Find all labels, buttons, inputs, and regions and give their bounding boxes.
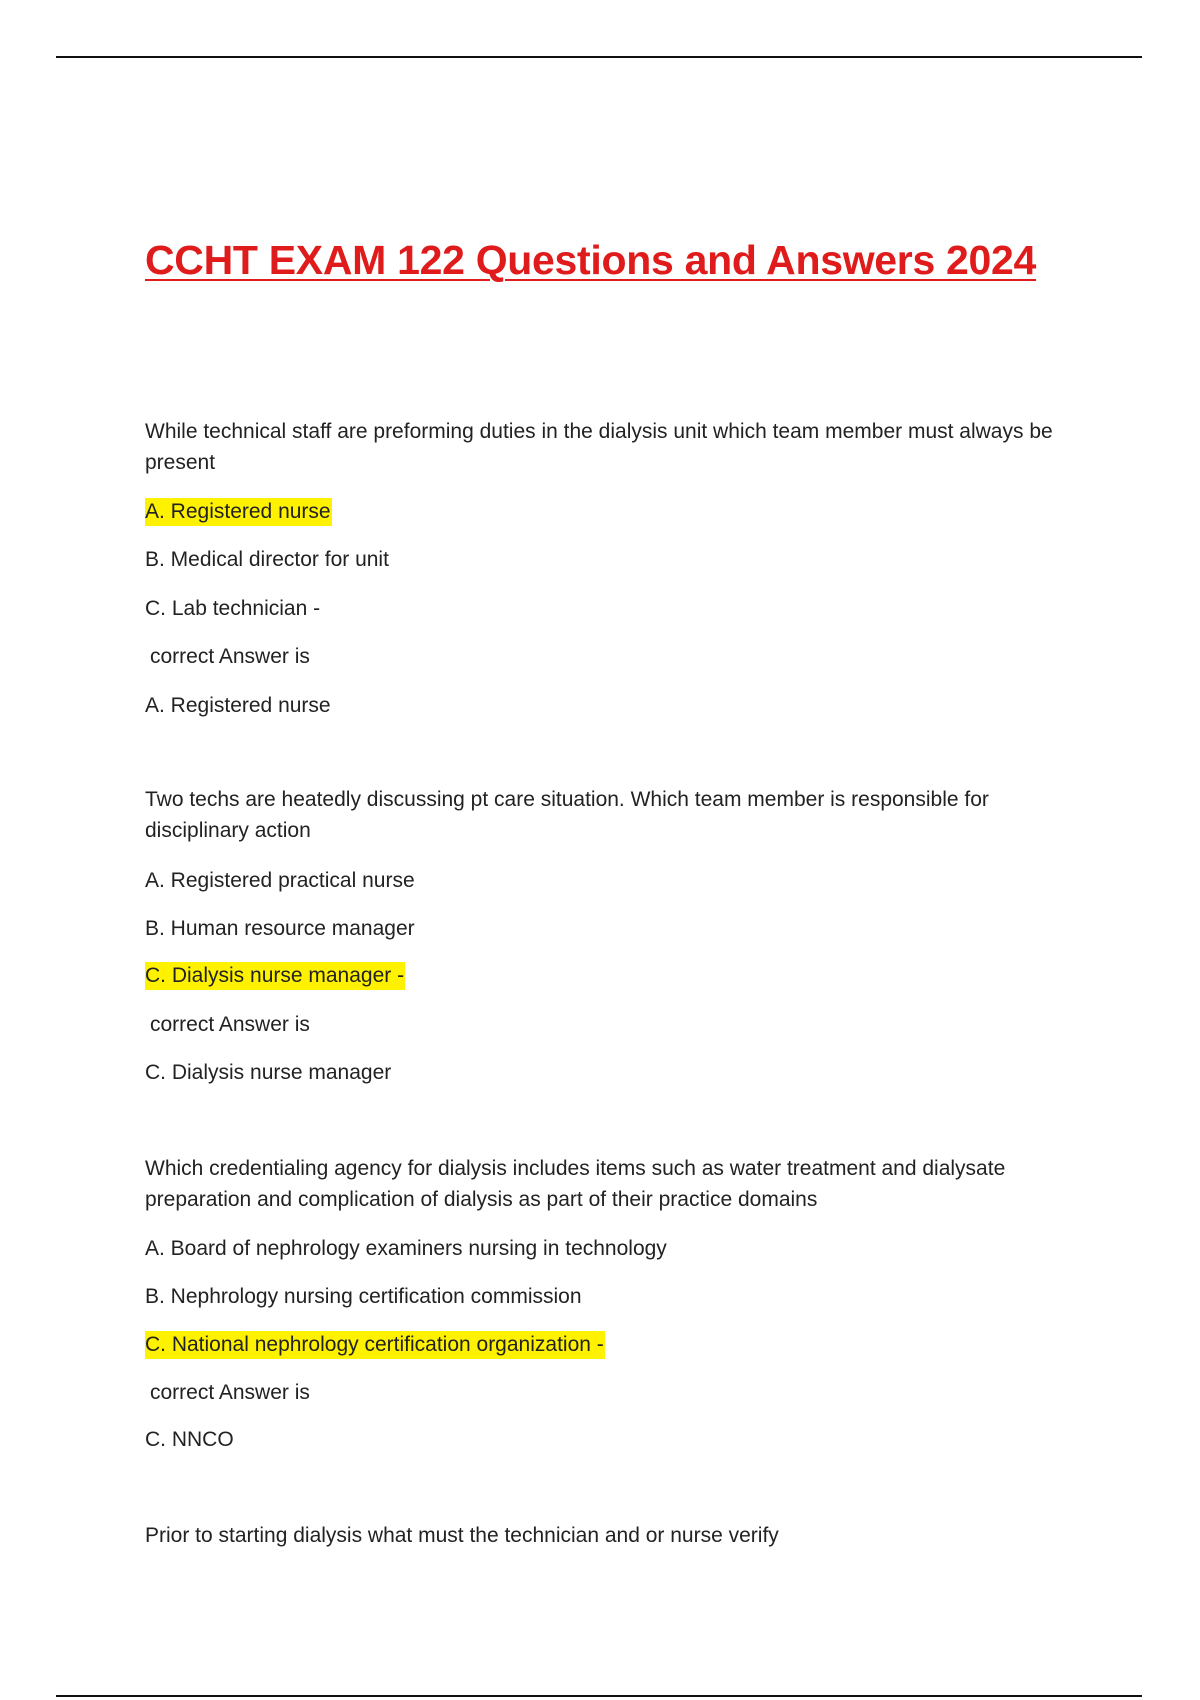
question-3-prompt: Which credentialing agency for dialysis includes items such as water treatment and dialysate preparation and complication of dialysis as part of their practice domains xyxy=(145,1157,1006,1211)
question-1-answer: A. Registered nurse xyxy=(145,694,331,717)
question-1-correct-label: correct Answer is xyxy=(150,645,310,668)
question-1-option-a xyxy=(145,496,332,527)
question-3-option-a: A. Board of nephrology examiners nursing in technology xyxy=(145,1237,667,1260)
question-3-option-b: B. Nephrology nursing certification commission xyxy=(145,1285,582,1308)
question-4-prompt: Prior to starting dialysis what must the technician and or nurse verify xyxy=(145,1524,779,1547)
question-2-answer: C. Dialysis nurse manager xyxy=(145,1061,392,1084)
question-3-correct-label: correct Answer is xyxy=(150,1381,310,1404)
question-2-option-b: B. Human resource manager xyxy=(145,917,415,940)
footer-rule xyxy=(56,1695,1142,1697)
highlighted-answer: C. National nephrology certification organization - xyxy=(145,1331,605,1359)
question-2-prompt: Two techs are heatedly discussing pt care situation. Which team member is responsible for disciplinary action xyxy=(145,788,989,842)
question-1-option-c: C. Lab technician - xyxy=(145,597,321,620)
question-2-option-c xyxy=(145,960,405,991)
header-rule xyxy=(56,56,1142,58)
question-1-prompt: While technical staff are preforming duties in the dialysis unit which team member must always be present xyxy=(145,420,1053,474)
question-2-option-a: A. Registered practical nurse xyxy=(145,869,415,892)
question-3-answer: C. NNCO xyxy=(145,1428,234,1451)
highlighted-answer: C. Dialysis nurse manager - xyxy=(145,962,405,990)
question-1-option-b: B. Medical director for unit xyxy=(145,548,389,571)
question-2-correct-label: correct Answer is xyxy=(150,1013,310,1036)
question-3-option-c xyxy=(145,1329,605,1360)
highlighted-answer: A. Registered nurse xyxy=(145,498,332,526)
document-title: CCHT EXAM 122 Questions and Answers 2024 xyxy=(145,237,1037,283)
